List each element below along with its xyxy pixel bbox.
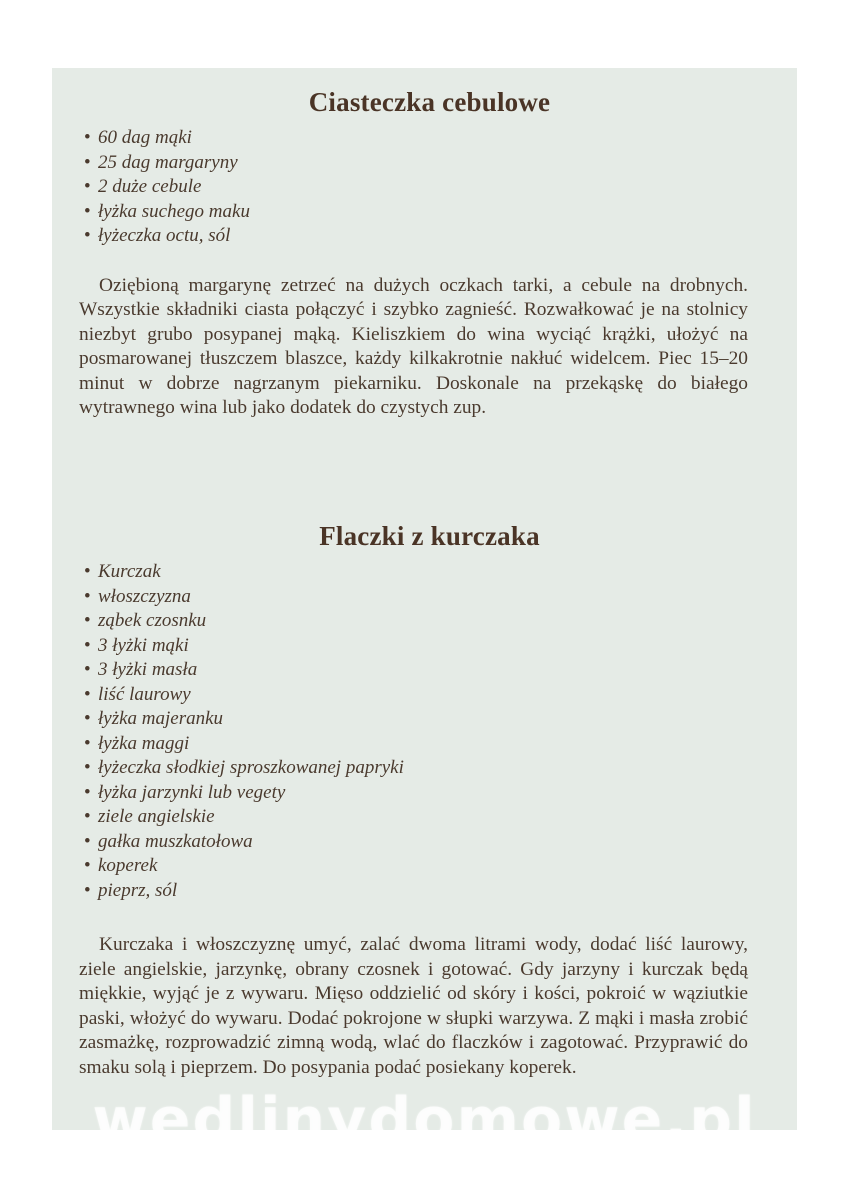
ingredient-item: • ziele angielskie (84, 805, 797, 830)
ingredient-list (52, 560, 797, 903)
bullet-icon: • (84, 879, 91, 901)
ingredient-item: • łyżka maggi (84, 732, 797, 757)
ingredient-item: • 3 łyżki mąki (84, 634, 797, 659)
bullet-icon: • (84, 683, 91, 705)
ingredient-item: • Kurczak (84, 560, 797, 585)
ingredient-item: • łyżka jarzynki lub vegety (84, 781, 797, 806)
ingredient-item: • 60 dag mąki (84, 126, 797, 151)
bullet-icon: • (84, 757, 91, 778)
ingredient-item: • 3 łyżki masła (84, 658, 797, 683)
ingredient-item: • liść laurowy (84, 683, 797, 708)
recipe-page (52, 68, 797, 1130)
bullet-icon: • (84, 659, 91, 680)
ingredient-item: • łyżeczka słodkiej sproszkowanej papryki (84, 756, 797, 781)
watermark: wedlinydomowe.pl (92, 1085, 757, 1155)
ingredient-item: • ząbek czosnku (84, 609, 797, 634)
recipe-title: Flaczki z kurczaka (319, 521, 540, 551)
bullet-icon: • (84, 561, 91, 582)
bullet-icon: • (84, 732, 91, 754)
ingredient-item: • łyżeczka octu, sól (84, 224, 797, 249)
bullet-icon: • (84, 585, 91, 607)
bullet-icon: • (84, 200, 91, 222)
bullet-icon: • (84, 151, 91, 173)
bullet-icon: • (84, 127, 91, 148)
recipe-flaczki-z-kurczaka (52, 516, 797, 1080)
recipe-instructions: Oziębioną margarynę zetrzeć na dużych oczkach tarki, a cebule na drobnych. Wszystkie składniki ciasta połączyć i szybko zagnieść. Rozwałkować je na stolnicy niezbyt grubo posypanej mąką. Kieliszkiem do wina wyciąć krążki, ułożyć na posmarowanej tłuszczem blaszce, każdy kilkakrotnie nakłuć widelcem. Piec 15–20 minut w dobrze nagrzanym piekarniku. Doskonale na przekąskę do białego wytrawnego wina lub jako dodatek do czystych zup. (79, 274, 748, 418)
ingredient-item: • 25 dag margaryny (84, 151, 797, 176)
bullet-icon: • (84, 225, 91, 246)
bullet-icon: • (84, 708, 91, 729)
ingredient-item: • łyżka suchego maku (84, 200, 797, 225)
ingredient-item: • pieprz, sól (84, 879, 797, 904)
bullet-icon: • (84, 610, 91, 631)
recipe-ciasteczka-cebulowe (52, 82, 797, 421)
bullet-icon: • (84, 855, 91, 876)
recipe-instructions: Kurczaka i włoszczyznę umyć, zalać dwoma litrami wody, dodać liść laurowy, ziele angielskie, jarzynkę, obrany czosnek i gotować. Gdy jarzyny i kurczak będą miękkie, wyjąć je z wywaru. Mięso oddzielić od skóry i kości, pokroić w wąziutkie paski, włożyć do wywaru. Dodać pokrojone w słupki warzywa. Z mąki i masła zrobić zasmażkę, rozprowadzić zimną wodą, wlać do flaczków i zagotować. Przyprawić do smaku solą i pieprzem. Do posypania podać posiekany koperek. (79, 934, 748, 1078)
ingredient-item: • włoszczyzna (84, 585, 797, 610)
ingredient-item: • 2 duże cebule (84, 175, 797, 200)
bullet-icon: • (84, 830, 91, 852)
ingredient-item: • gałka muszkatołowa (84, 830, 797, 855)
ingredient-item: • koperek (84, 854, 797, 879)
bullet-icon: • (84, 634, 91, 656)
recipe-title: Ciasteczka cebulowe (308, 87, 551, 117)
ingredient-list (52, 126, 797, 249)
bullet-icon: • (84, 806, 91, 827)
bullet-icon: • (84, 176, 91, 197)
bullet-icon: • (84, 781, 91, 803)
ingredient-item: • łyżka majeranku (84, 707, 797, 732)
